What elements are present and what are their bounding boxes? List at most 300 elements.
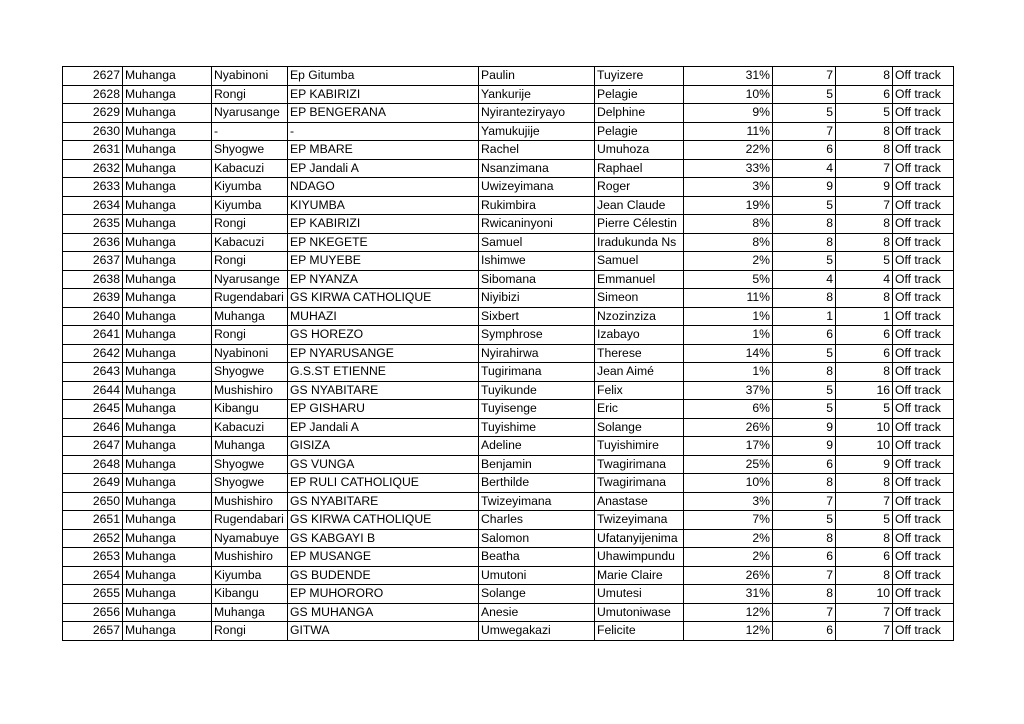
first-name-cell: Therese bbox=[595, 344, 684, 363]
table-row bbox=[63, 85, 954, 104]
status-cell: Off track bbox=[893, 252, 954, 271]
percent-cell: 11% bbox=[684, 122, 773, 141]
status-cell: Off track bbox=[893, 289, 954, 308]
last-name-cell: Nyirahirwa bbox=[479, 344, 595, 363]
sector-cell: Rugendabari bbox=[212, 511, 288, 530]
district-cell: Muhanga bbox=[123, 455, 212, 474]
district-cell: Muhanga bbox=[123, 344, 212, 363]
sector-cell: Kibangu bbox=[212, 585, 288, 604]
score-a-cell: 7 bbox=[773, 492, 836, 511]
first-name-cell: Felicite bbox=[595, 622, 684, 641]
sector-cell: Rongi bbox=[212, 622, 288, 641]
status-cell: Off track bbox=[893, 85, 954, 104]
score-b-cell: 1 bbox=[836, 307, 893, 326]
district-cell: Muhanga bbox=[123, 215, 212, 234]
last-name-cell: Twizeyimana bbox=[479, 492, 595, 511]
table-row bbox=[63, 326, 954, 345]
status-cell: Off track bbox=[893, 363, 954, 382]
last-name-cell: Yankurije bbox=[479, 85, 595, 104]
district-cell: Muhanga bbox=[123, 622, 212, 641]
sector-cell: Nyarusange bbox=[212, 104, 288, 123]
sector-cell: Kabacuzi bbox=[212, 418, 288, 437]
district-cell: Muhanga bbox=[123, 233, 212, 252]
sector-cell: Rongi bbox=[212, 326, 288, 345]
row-number-cell: 2628 bbox=[63, 85, 123, 104]
district-cell: Muhanga bbox=[123, 492, 212, 511]
school-cell: GS KABGAYI B bbox=[288, 529, 479, 548]
row-number-cell: 2657 bbox=[63, 622, 123, 641]
status-cell: Off track bbox=[893, 141, 954, 160]
sector-cell: Mushishiro bbox=[212, 381, 288, 400]
status-cell: Off track bbox=[893, 492, 954, 511]
sector-cell: Kiyumba bbox=[212, 566, 288, 585]
status-cell: Off track bbox=[893, 529, 954, 548]
district-cell: Muhanga bbox=[123, 270, 212, 289]
status-cell: Off track bbox=[893, 622, 954, 641]
table-row bbox=[63, 252, 954, 271]
first-name-cell: Twizeyimana bbox=[595, 511, 684, 530]
score-a-cell: 5 bbox=[773, 85, 836, 104]
first-name-cell: Nzozinziza bbox=[595, 307, 684, 326]
first-name-cell: Ufatanyijenima bbox=[595, 529, 684, 548]
school-cell: EP GISHARU bbox=[288, 400, 479, 419]
score-b-cell: 8 bbox=[836, 529, 893, 548]
score-b-cell: 8 bbox=[836, 363, 893, 382]
table-row bbox=[63, 474, 954, 493]
percent-cell: 7% bbox=[684, 511, 773, 530]
row-number-cell: 2651 bbox=[63, 511, 123, 530]
percent-cell: 6% bbox=[684, 400, 773, 419]
score-a-cell: 8 bbox=[773, 363, 836, 382]
table-row bbox=[63, 400, 954, 419]
school-cell: EP NYARUSANGE bbox=[288, 344, 479, 363]
score-b-cell: 6 bbox=[836, 326, 893, 345]
table-row bbox=[63, 307, 954, 326]
table-row bbox=[63, 603, 954, 622]
percent-cell: 9% bbox=[684, 104, 773, 123]
first-name-cell: Izabayo bbox=[595, 326, 684, 345]
school-cell: EP KABIRIZI bbox=[288, 215, 479, 234]
district-cell: Muhanga bbox=[123, 104, 212, 123]
score-b-cell: 16 bbox=[836, 381, 893, 400]
school-cell: EP MUYEBE bbox=[288, 252, 479, 271]
last-name-cell: Salomon bbox=[479, 529, 595, 548]
score-a-cell: 4 bbox=[773, 159, 836, 178]
last-name-cell: Tuyishime bbox=[479, 418, 595, 437]
sector-cell: Shyogwe bbox=[212, 455, 288, 474]
score-a-cell: 8 bbox=[773, 233, 836, 252]
score-a-cell: 7 bbox=[773, 566, 836, 585]
last-name-cell: Uwizeyimana bbox=[479, 178, 595, 197]
school-cell: GS KIRWA CATHOLIQUE bbox=[288, 289, 479, 308]
first-name-cell: Umutesi bbox=[595, 585, 684, 604]
status-cell: Off track bbox=[893, 344, 954, 363]
sector-cell: Kabacuzi bbox=[212, 233, 288, 252]
row-number-cell: 2641 bbox=[63, 326, 123, 345]
district-cell: Muhanga bbox=[123, 566, 212, 585]
school-cell: Ep Gitumba bbox=[288, 67, 479, 86]
table-row bbox=[63, 122, 954, 141]
last-name-cell: Rukimbira bbox=[479, 196, 595, 215]
school-cell: - bbox=[288, 122, 479, 141]
last-name-cell: Benjamin bbox=[479, 455, 595, 474]
last-name-cell: Rachel bbox=[479, 141, 595, 160]
row-number-cell: 2648 bbox=[63, 455, 123, 474]
score-b-cell: 7 bbox=[836, 492, 893, 511]
row-number-cell: 2650 bbox=[63, 492, 123, 511]
percent-cell: 31% bbox=[684, 585, 773, 604]
status-cell: Off track bbox=[893, 307, 954, 326]
row-number-cell: 2638 bbox=[63, 270, 123, 289]
first-name-cell: Jean Aimé bbox=[595, 363, 684, 382]
first-name-cell: Marie Claire bbox=[595, 566, 684, 585]
status-cell: Off track bbox=[893, 511, 954, 530]
last-name-cell: Sixbert bbox=[479, 307, 595, 326]
table-row bbox=[63, 529, 954, 548]
score-b-cell: 10 bbox=[836, 585, 893, 604]
last-name-cell: Paulin bbox=[479, 67, 595, 86]
last-name-cell: Rwicaninyoni bbox=[479, 215, 595, 234]
first-name-cell: Samuel bbox=[595, 252, 684, 271]
score-b-cell: 5 bbox=[836, 252, 893, 271]
district-cell: Muhanga bbox=[123, 178, 212, 197]
status-cell: Off track bbox=[893, 455, 954, 474]
school-cell: GS MUHANGA bbox=[288, 603, 479, 622]
school-cell: KIYUMBA bbox=[288, 196, 479, 215]
score-b-cell: 5 bbox=[836, 511, 893, 530]
sector-cell: Kiyumba bbox=[212, 196, 288, 215]
score-a-cell: 6 bbox=[773, 141, 836, 160]
table-row bbox=[63, 455, 954, 474]
last-name-cell: Beatha bbox=[479, 548, 595, 567]
last-name-cell: Tuyisenge bbox=[479, 400, 595, 419]
first-name-cell: Tuyishimire bbox=[595, 437, 684, 456]
score-b-cell: 6 bbox=[836, 85, 893, 104]
score-b-cell: 6 bbox=[836, 344, 893, 363]
status-cell: Off track bbox=[893, 270, 954, 289]
status-cell: Off track bbox=[893, 400, 954, 419]
score-a-cell: 9 bbox=[773, 418, 836, 437]
table-row bbox=[63, 585, 954, 604]
percent-cell: 11% bbox=[684, 289, 773, 308]
score-a-cell: 5 bbox=[773, 511, 836, 530]
score-b-cell: 7 bbox=[836, 622, 893, 641]
status-cell: Off track bbox=[893, 178, 954, 197]
percent-cell: 1% bbox=[684, 326, 773, 345]
district-cell: Muhanga bbox=[123, 289, 212, 308]
row-number-cell: 2640 bbox=[63, 307, 123, 326]
percent-cell: 8% bbox=[684, 215, 773, 234]
last-name-cell: Tuyikunde bbox=[479, 381, 595, 400]
percent-cell: 1% bbox=[684, 307, 773, 326]
percent-cell: 26% bbox=[684, 566, 773, 585]
row-number-cell: 2643 bbox=[63, 363, 123, 382]
status-cell: Off track bbox=[893, 67, 954, 86]
score-a-cell: 5 bbox=[773, 400, 836, 419]
school-cell: MUHAZI bbox=[288, 307, 479, 326]
sector-cell: Muhanga bbox=[212, 437, 288, 456]
row-number-cell: 2656 bbox=[63, 603, 123, 622]
table-body bbox=[63, 67, 954, 641]
first-name-cell: Emmanuel bbox=[595, 270, 684, 289]
school-cell: EP MUHORORO bbox=[288, 585, 479, 604]
last-name-cell: Sibomana bbox=[479, 270, 595, 289]
table-row bbox=[63, 233, 954, 252]
district-cell: Muhanga bbox=[123, 363, 212, 382]
district-cell: Muhanga bbox=[123, 159, 212, 178]
score-b-cell: 4 bbox=[836, 270, 893, 289]
table-row bbox=[63, 492, 954, 511]
percent-cell: 25% bbox=[684, 455, 773, 474]
status-cell: Off track bbox=[893, 122, 954, 141]
score-a-cell: 8 bbox=[773, 474, 836, 493]
school-cell: EP KABIRIZI bbox=[288, 85, 479, 104]
table-row bbox=[63, 289, 954, 308]
table-row bbox=[63, 159, 954, 178]
row-number-cell: 2645 bbox=[63, 400, 123, 419]
last-name-cell: Umwegakazi bbox=[479, 622, 595, 641]
status-cell: Off track bbox=[893, 585, 954, 604]
first-name-cell: Roger bbox=[595, 178, 684, 197]
last-name-cell: Ishimwe bbox=[479, 252, 595, 271]
district-cell: Muhanga bbox=[123, 326, 212, 345]
row-number-cell: 2653 bbox=[63, 548, 123, 567]
score-b-cell: 7 bbox=[836, 603, 893, 622]
sector-cell: Rongi bbox=[212, 252, 288, 271]
district-cell: Muhanga bbox=[123, 381, 212, 400]
score-a-cell: 6 bbox=[773, 548, 836, 567]
row-number-cell: 2635 bbox=[63, 215, 123, 234]
sector-cell: Nyarusange bbox=[212, 270, 288, 289]
first-name-cell: Twagirimana bbox=[595, 455, 684, 474]
percent-cell: 22% bbox=[684, 141, 773, 160]
score-a-cell: 5 bbox=[773, 104, 836, 123]
score-a-cell: 8 bbox=[773, 215, 836, 234]
percent-cell: 3% bbox=[684, 178, 773, 197]
district-cell: Muhanga bbox=[123, 529, 212, 548]
school-cell: GITWA bbox=[288, 622, 479, 641]
percent-cell: 12% bbox=[684, 622, 773, 641]
district-cell: Muhanga bbox=[123, 548, 212, 567]
first-name-cell: Umuhoza bbox=[595, 141, 684, 160]
percent-cell: 14% bbox=[684, 344, 773, 363]
row-number-cell: 2646 bbox=[63, 418, 123, 437]
sector-cell: Mushishiro bbox=[212, 492, 288, 511]
percent-cell: 12% bbox=[684, 603, 773, 622]
percent-cell: 10% bbox=[684, 474, 773, 493]
last-name-cell: Symphrose bbox=[479, 326, 595, 345]
row-number-cell: 2629 bbox=[63, 104, 123, 123]
district-cell: Muhanga bbox=[123, 252, 212, 271]
percent-cell: 37% bbox=[684, 381, 773, 400]
percent-cell: 26% bbox=[684, 418, 773, 437]
score-a-cell: 6 bbox=[773, 455, 836, 474]
last-name-cell: Yamukujije bbox=[479, 122, 595, 141]
school-cell: GS NYABITARE bbox=[288, 381, 479, 400]
first-name-cell: Tuyizere bbox=[595, 67, 684, 86]
last-name-cell: Tugirimana bbox=[479, 363, 595, 382]
first-name-cell: Jean Claude bbox=[595, 196, 684, 215]
row-number-cell: 2634 bbox=[63, 196, 123, 215]
score-a-cell: 5 bbox=[773, 196, 836, 215]
first-name-cell: Pelagie bbox=[595, 85, 684, 104]
row-number-cell: 2654 bbox=[63, 566, 123, 585]
district-cell: Muhanga bbox=[123, 437, 212, 456]
school-cell: G.S.ST ETIENNE bbox=[288, 363, 479, 382]
table-row bbox=[63, 381, 954, 400]
percent-cell: 3% bbox=[684, 492, 773, 511]
status-cell: Off track bbox=[893, 474, 954, 493]
sector-cell: Kibangu bbox=[212, 400, 288, 419]
last-name-cell: Anesie bbox=[479, 603, 595, 622]
percent-cell: 2% bbox=[684, 548, 773, 567]
table-row bbox=[63, 270, 954, 289]
district-cell: Muhanga bbox=[123, 196, 212, 215]
school-cell: EP NYANZA bbox=[288, 270, 479, 289]
percent-cell: 17% bbox=[684, 437, 773, 456]
last-name-cell: Nsanzimana bbox=[479, 159, 595, 178]
school-cell: EP NKEGETE bbox=[288, 233, 479, 252]
row-number-cell: 2631 bbox=[63, 141, 123, 160]
table-row bbox=[63, 104, 954, 123]
score-b-cell: 8 bbox=[836, 289, 893, 308]
score-b-cell: 8 bbox=[836, 141, 893, 160]
table-row bbox=[63, 622, 954, 641]
status-cell: Off track bbox=[893, 437, 954, 456]
first-name-cell: Solange bbox=[595, 418, 684, 437]
sector-cell: Rongi bbox=[212, 85, 288, 104]
table-row bbox=[63, 196, 954, 215]
sector-cell: Shyogwe bbox=[212, 474, 288, 493]
table-row bbox=[63, 548, 954, 567]
school-cell: EP Jandali A bbox=[288, 159, 479, 178]
score-a-cell: 8 bbox=[773, 289, 836, 308]
spreadsheet-table bbox=[62, 66, 954, 641]
school-cell: EP MBARE bbox=[288, 141, 479, 160]
score-b-cell: 9 bbox=[836, 178, 893, 197]
score-b-cell: 8 bbox=[836, 215, 893, 234]
status-cell: Off track bbox=[893, 381, 954, 400]
school-cell: NDAGO bbox=[288, 178, 479, 197]
school-cell: GS BUDENDE bbox=[288, 566, 479, 585]
score-a-cell: 6 bbox=[773, 326, 836, 345]
district-cell: Muhanga bbox=[123, 85, 212, 104]
score-a-cell: 5 bbox=[773, 252, 836, 271]
first-name-cell: Anastase bbox=[595, 492, 684, 511]
first-name-cell: Delphine bbox=[595, 104, 684, 123]
first-name-cell: Twagirimana bbox=[595, 474, 684, 493]
status-cell: Off track bbox=[893, 326, 954, 345]
row-number-cell: 2652 bbox=[63, 529, 123, 548]
district-cell: Muhanga bbox=[123, 122, 212, 141]
sector-cell: Nyamabuye bbox=[212, 529, 288, 548]
district-cell: Muhanga bbox=[123, 141, 212, 160]
district-cell: Muhanga bbox=[123, 474, 212, 493]
table-row bbox=[63, 344, 954, 363]
district-cell: Muhanga bbox=[123, 418, 212, 437]
table-row bbox=[63, 363, 954, 382]
last-name-cell: Adeline bbox=[479, 437, 595, 456]
score-b-cell: 6 bbox=[836, 548, 893, 567]
score-a-cell: 9 bbox=[773, 178, 836, 197]
sector-cell: Kabacuzi bbox=[212, 159, 288, 178]
table-row bbox=[63, 511, 954, 530]
school-cell: GS HOREZO bbox=[288, 326, 479, 345]
score-a-cell: 7 bbox=[773, 122, 836, 141]
school-cell: EP BENGERANA bbox=[288, 104, 479, 123]
score-a-cell: 7 bbox=[773, 603, 836, 622]
district-cell: Muhanga bbox=[123, 67, 212, 86]
school-cell: GISIZA bbox=[288, 437, 479, 456]
last-name-cell: Samuel bbox=[479, 233, 595, 252]
school-cell: GS KIRWA CATHOLIQUE bbox=[288, 511, 479, 530]
percent-cell: 33% bbox=[684, 159, 773, 178]
percent-cell: 5% bbox=[684, 270, 773, 289]
status-cell: Off track bbox=[893, 215, 954, 234]
percent-cell: 31% bbox=[684, 67, 773, 86]
row-number-cell: 2639 bbox=[63, 289, 123, 308]
status-cell: Off track bbox=[893, 548, 954, 567]
percent-cell: 10% bbox=[684, 85, 773, 104]
status-cell: Off track bbox=[893, 233, 954, 252]
sector-cell: Muhanga bbox=[212, 307, 288, 326]
school-cell: EP Jandali A bbox=[288, 418, 479, 437]
percent-cell: 8% bbox=[684, 233, 773, 252]
row-number-cell: 2637 bbox=[63, 252, 123, 271]
score-a-cell: 8 bbox=[773, 585, 836, 604]
school-cell: GS VUNGA bbox=[288, 455, 479, 474]
score-a-cell: 5 bbox=[773, 344, 836, 363]
first-name-cell: Iradukunda Ns bbox=[595, 233, 684, 252]
row-number-cell: 2649 bbox=[63, 474, 123, 493]
last-name-cell: Berthilde bbox=[479, 474, 595, 493]
first-name-cell: Pierre Célestin bbox=[595, 215, 684, 234]
last-name-cell: Umutoni bbox=[479, 566, 595, 585]
sector-cell: Nyabinoni bbox=[212, 67, 288, 86]
sector-cell: Kiyumba bbox=[212, 178, 288, 197]
sector-cell: Shyogwe bbox=[212, 363, 288, 382]
score-a-cell: 9 bbox=[773, 437, 836, 456]
table-row bbox=[63, 67, 954, 86]
first-name-cell: Simeon bbox=[595, 289, 684, 308]
status-cell: Off track bbox=[893, 159, 954, 178]
district-cell: Muhanga bbox=[123, 307, 212, 326]
score-a-cell: 5 bbox=[773, 381, 836, 400]
last-name-cell: Solange bbox=[479, 585, 595, 604]
school-cell: EP RULI CATHOLIQUE bbox=[288, 474, 479, 493]
score-a-cell: 1 bbox=[773, 307, 836, 326]
score-a-cell: 4 bbox=[773, 270, 836, 289]
district-cell: Muhanga bbox=[123, 400, 212, 419]
status-cell: Off track bbox=[893, 104, 954, 123]
score-b-cell: 7 bbox=[836, 159, 893, 178]
score-b-cell: 9 bbox=[836, 455, 893, 474]
score-a-cell: 7 bbox=[773, 67, 836, 86]
score-b-cell: 5 bbox=[836, 400, 893, 419]
district-cell: Muhanga bbox=[123, 585, 212, 604]
row-number-cell: 2627 bbox=[63, 67, 123, 86]
status-cell: Off track bbox=[893, 566, 954, 585]
sector-cell: Rongi bbox=[212, 215, 288, 234]
score-b-cell: 8 bbox=[836, 474, 893, 493]
sector-cell: Shyogwe bbox=[212, 141, 288, 160]
first-name-cell: Pelagie bbox=[595, 122, 684, 141]
status-cell: Off track bbox=[893, 196, 954, 215]
score-b-cell: 10 bbox=[836, 437, 893, 456]
table-row bbox=[63, 141, 954, 160]
first-name-cell: Felix bbox=[595, 381, 684, 400]
first-name-cell: Umutoniwase bbox=[595, 603, 684, 622]
